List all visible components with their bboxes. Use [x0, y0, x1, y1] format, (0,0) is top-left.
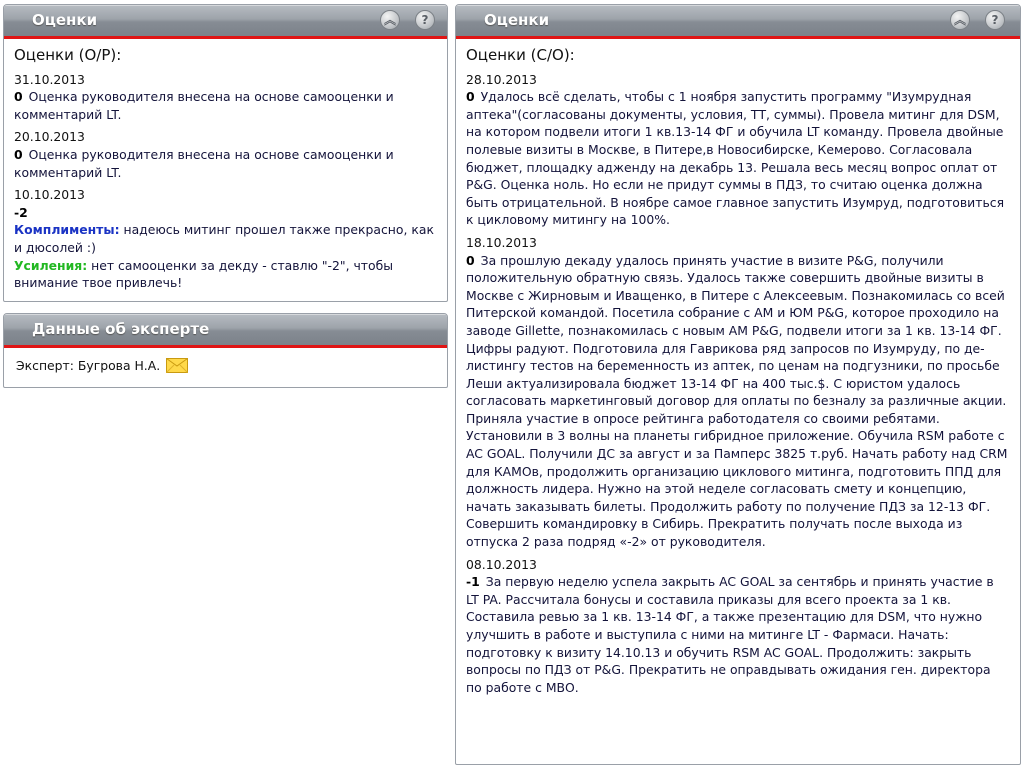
rating-entry	[14, 128, 439, 181]
entry-date: 20.10.2013	[14, 129, 85, 145]
entry-score: -1	[466, 574, 480, 590]
expert-panel-title: Данные об эксперте	[32, 320, 210, 338]
entry-date: 18.10.2013	[466, 234, 537, 250]
expert-panel	[3, 313, 448, 388]
section-title: Оценки (О/Р):	[14, 46, 122, 64]
entry-date: 08.10.2013	[466, 556, 537, 572]
right-panel-title: Оценки	[484, 11, 550, 29]
compliments-label: Комплименты:	[14, 222, 120, 238]
entry-text: Оценка руководителя внесена на основе самооценки и комментарий LT.	[14, 146, 394, 180]
compliments-text: надеюсь митинг прошел также прекрасно, как и дюcолей :)	[14, 222, 434, 255]
help-button[interactable]: ?	[415, 10, 435, 30]
expert-label: Эксперт: Бугрова Н.А.	[16, 358, 161, 373]
improvements-text: нет самооценки за декду - ставлю "-2", чтобы внимание твое привлечь!	[14, 257, 394, 291]
envelope-icon[interactable]	[166, 358, 188, 373]
left-panel-title: Оценки	[32, 11, 98, 29]
right-panel-content	[456, 39, 1020, 707]
entry-text: Оценка руководителя внесена на основе самооценки и комментарий LT.	[14, 89, 394, 122]
improvements-label: Усиления:	[14, 257, 88, 273]
right-panel-header	[456, 5, 1020, 39]
entry-score: 0	[14, 89, 23, 105]
rating-entry	[466, 556, 1010, 697]
help-button[interactable]: ?	[985, 10, 1005, 30]
rating-entry	[14, 71, 439, 124]
entry-score: -2	[14, 204, 28, 220]
right-ratings-panel	[455, 4, 1021, 765]
rating-entry	[466, 234, 1010, 551]
left-panel-content	[4, 39, 447, 302]
collapse-button[interactable]: ︽	[380, 10, 400, 30]
expert-panel-header	[4, 314, 447, 348]
section-title: Оценки (С/О):	[466, 46, 575, 64]
entry-text: Удалось всё сделать, чтобы с 1 ноября запустить программу "Изумрудная аптека"(согласованы документы, условия, ТТ, суммы). Провела митинг для DSM, на котором подвели итоги 1 кв.13-14 ФГ и обучила LT команду. Провела двойные полевые визиты в Москве, в Питере,в Новосибирске, Кемерово. Согласовала бюджет, площадку адженду на декабрь 13. Решала весь месяц вопрос оплат от P&G. Оценка ноль. Но если не придут суммы в ПДЗ, то считаю оценка должна быть отрицательной. В ноябре самое главное запустить Изумруд, подготовиться к цикловому митингу на 100%.	[466, 89, 1005, 228]
rating-entry	[14, 186, 439, 292]
entry-score: 0	[466, 252, 475, 268]
expert-row	[4, 348, 447, 383]
rating-entry	[466, 71, 1010, 229]
entry-text: За прошлую декаду удалось принять участие в визите P&G, получили положительную обратную связь. Удалось также совершить двойные визиты в Москве с Жирновым и Иващенко, в Питере с Алексеевым. Познакомилась со всей Питерской командой. Посетила собрание с АМ и ЮМ P&G, которое проходило на заводе Gillette, познакомилась с новым АМ P&G, подвели итоги за 1 кв. 13-14 ФГ. Цифры радуют. Подготовила для Гаврикова ряд запросов по Изумруду, по де-листингу тестов на беременность из аптек, по ценам на подгузники, по просьбе Леши актуализировала бюджет 13-14 ФГ на 400 тыс.$. С юристом удалось согласовать маркетинговый договор для оплаты по безналу за различные акции. Приняла участие в опросе рейтинга работодателя со своими ребятами. Установили в 3 волны на планеты гибридное приложение. Обучила RSM работе с AC GOAL. Получили ДС за август и за Памперс 3825 т.руб. Начать работу над CRM для КАМОв, продолжить организацию циклового митинга, подготовить ППД для должность лидера. Нужно на этой неделе согласовать смету и концепцию, начать заказывать билеты. Продолжить работу по получение ПДЗ за 12-13 ФГ. Совершить командировку в Сибирь. Прекратить получать после выхода из отпуска 2 раза подряд «-2» от руководителя.	[466, 252, 1008, 550]
entry-score: 0	[14, 146, 23, 162]
entry-date: 10.10.2013	[14, 187, 85, 203]
left-panel-header	[4, 5, 447, 39]
left-ratings-panel	[3, 4, 448, 302]
entry-score: 0	[466, 89, 475, 105]
entry-date: 28.10.2013	[466, 71, 537, 87]
collapse-button[interactable]: ︽	[950, 10, 970, 30]
entry-text: За первую неделю успела закрыть AC GOAL за сентябрь и принять участие в LT PA. Рассчитала бонусы и составила приказы для всего проекта за 1 кв. Составила ревью за 1 кв. 13-14 ФГ, а также презентацию для DSM, что нужно улучшить в работе и выступила с ними на митинге LT - Фармаси. Начать: подготовку к визиту 14.10.13 и обучить RSM AC GOAL. Продолжить: закрыть вопросы по ПДЗ от P&G. Прекратить не оправдывать ожидания ген. директора по работе с МВО.	[466, 574, 994, 695]
entry-date: 31.10.2013	[14, 71, 85, 87]
